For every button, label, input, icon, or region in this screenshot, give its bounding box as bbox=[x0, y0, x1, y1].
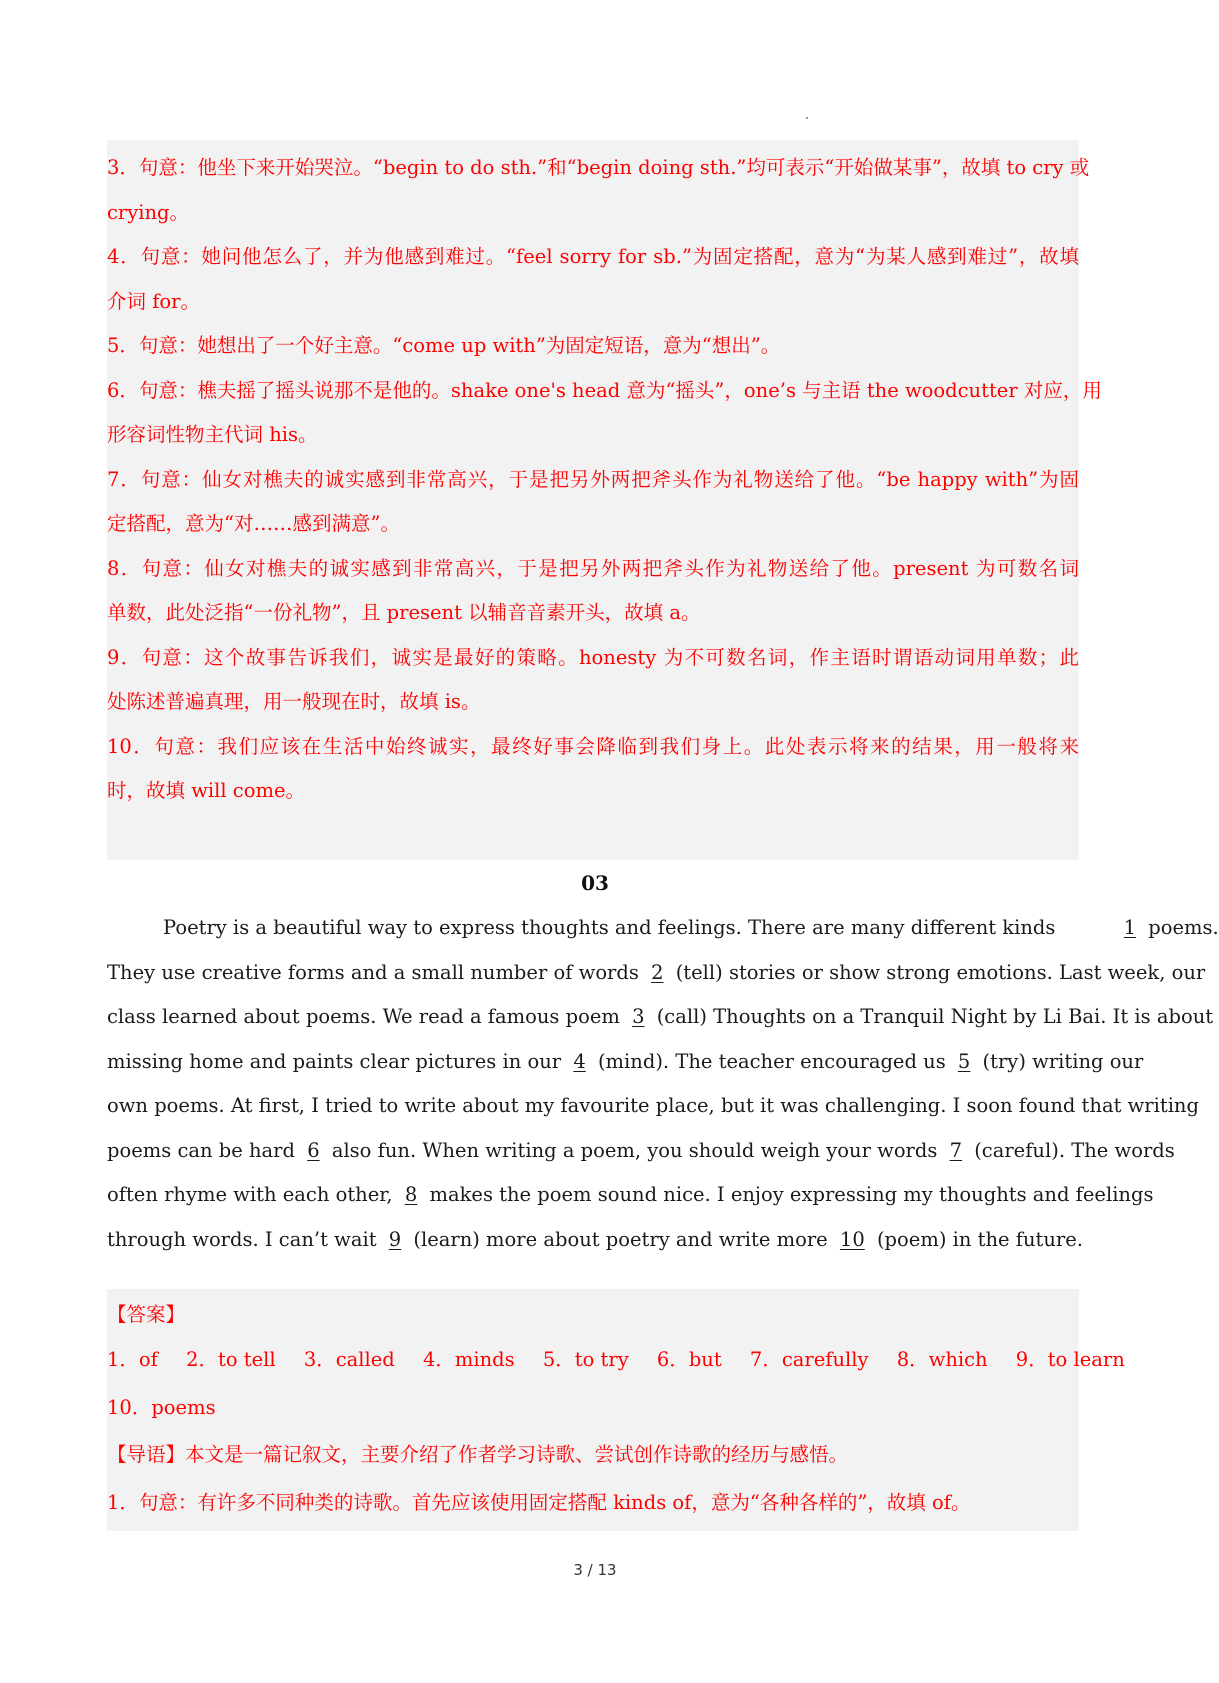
blank-8: 8 bbox=[404, 1183, 418, 1206]
answer-item: 7．carefully bbox=[749, 1348, 869, 1371]
passage-line-4: missing home and paints clear pictures in our 4 (mind). The teacher encouraged us 5 (try) writing our bbox=[107, 1047, 1079, 1077]
page-number: 3 / 13 bbox=[573, 1561, 617, 1579]
explanation-4-line-1: 4．句意：她问他怎么了，并为他感到难过。“feel sorry for sb.”为固定搭配，意为“为某人感到难过”，故填 bbox=[107, 245, 1079, 268]
explanation-7-line-1: 7．句意：仙女对樵夫的诚实感到非常高兴，于是把另外两把斧头作为礼物送给了他。“be happy with”为固 bbox=[107, 468, 1079, 491]
explanation-7-line-2: 定搭配，意为“对……感到满意”。 bbox=[107, 512, 400, 535]
answer-list bbox=[107, 1345, 1125, 1375]
passage-line-8: through words. I can’t wait 9 (learn) more about poetry and write more 10 (poem) in the future. bbox=[107, 1225, 1079, 1255]
answer-heading: 【答案】 bbox=[107, 1303, 186, 1326]
answer-item: 5．to try bbox=[542, 1348, 629, 1371]
explanation-8-line-2: 单数，此处泛指“一份礼物”，且 present 以辅音音素开头，故填 a。 bbox=[107, 601, 701, 624]
explanation-6-line-1: 6．句意：樵夫摇了摇头说那不是他的。shake one's head 意为“摇头”，one’s 与主语 the woodcutter 对应，用 bbox=[107, 379, 1102, 402]
passage-line-1: Poetry is a beautiful way to express thoughts and feelings. There are many different kinds 1 poems. bbox=[107, 913, 1079, 943]
explanation-1: 1．句意：有许多不同种类的诗歌。首先应该使用固定搭配 kinds of，意为“各种各样的”，故填 of。 bbox=[107, 1491, 971, 1514]
explanation-4-line-2: 介词 for。 bbox=[107, 290, 200, 313]
passage-line-6: poems can be hard 6 also fun. When writing a poem, you should weigh your words 7 (careful). The words bbox=[107, 1136, 1079, 1166]
section-number: 03 bbox=[581, 871, 609, 895]
answer-item: 1．of bbox=[107, 1348, 158, 1371]
answer-item: 3．called bbox=[303, 1348, 395, 1371]
explanation-3-line-1: 3．句意：他坐下来开始哭泣。“begin to do sth.”和“begin doing sth.”均可表示“开始做某事”，故填 to cry 或 bbox=[107, 156, 1090, 179]
explanation-5-line-1: 5．句意：她想出了一个好主意。“come up with”为固定短语，意为“想出”。 bbox=[107, 334, 781, 357]
answer-item: 4．minds bbox=[422, 1348, 515, 1371]
explanation-9-line-2: 处陈述普遍真理，用一般现在时，故填 is。 bbox=[107, 690, 481, 713]
explanation-3-line-2: crying。 bbox=[107, 201, 190, 224]
explanation-8-line-1: 8．句意：仙女对樵夫的诚实感到非常高兴，于是把另外两把斧头作为礼物送给了他。present 为可数名词 bbox=[107, 557, 1079, 580]
explanation-6-line-2: 形容词性物主代词 his。 bbox=[107, 423, 318, 446]
stray-mark bbox=[806, 117, 808, 119]
passage-line-2: They use creative forms and a small number of words 2 (tell) stories or show strong emotions. Last week, our bbox=[107, 958, 1079, 988]
answer-item: 9．to learn bbox=[1015, 1348, 1125, 1371]
explanation-9-line-1: 9．句意：这个故事告诉我们，诚实是最好的策略。honesty 为不可数名词，作主语时谓语动词用单数；此 bbox=[107, 646, 1079, 669]
blank-5: 5 bbox=[957, 1050, 971, 1073]
passage-line-5: own poems. At first, I tried to write about my favourite place, but it was challenging. I soon found that writing bbox=[107, 1094, 1199, 1117]
explanation-10-line-2: 时，故填 will come。 bbox=[107, 779, 305, 802]
blank-3: 3 bbox=[632, 1005, 645, 1028]
blank-1: 1 bbox=[1123, 916, 1137, 939]
answer-item: 6．but bbox=[656, 1348, 722, 1371]
blank-10: 10 bbox=[839, 1228, 865, 1251]
answer-item: 8．which bbox=[896, 1348, 988, 1371]
blank-9: 9 bbox=[388, 1228, 402, 1251]
blank-2: 2 bbox=[651, 961, 664, 984]
guide-text: 【导语】本文是一篇记叙文，主要介绍了作者学习诗歌、尝试创作诗歌的经历与感悟。 bbox=[107, 1443, 849, 1466]
answer-last: 10．poems bbox=[107, 1396, 216, 1419]
passage-line-7: often rhyme with each other, 8 makes the poem sound nice. I enjoy expressing my thoughts and feelings bbox=[107, 1180, 1079, 1210]
explanation-10-line-1: 10．句意：我们应该在生活中始终诚实，最终好事会降临到我们身上。此处表示将来的结果，用一般将来 bbox=[107, 735, 1079, 758]
answer-item: 2．to tell bbox=[186, 1348, 276, 1371]
blank-4: 4 bbox=[573, 1050, 586, 1073]
blank-7: 7 bbox=[949, 1139, 962, 1162]
blank-6: 6 bbox=[307, 1139, 320, 1162]
passage-line-3: class learned about poems. We read a famous poem 3 (call) Thoughts on a Tranquil Night by Li Bai. It is about bbox=[107, 1002, 1079, 1032]
